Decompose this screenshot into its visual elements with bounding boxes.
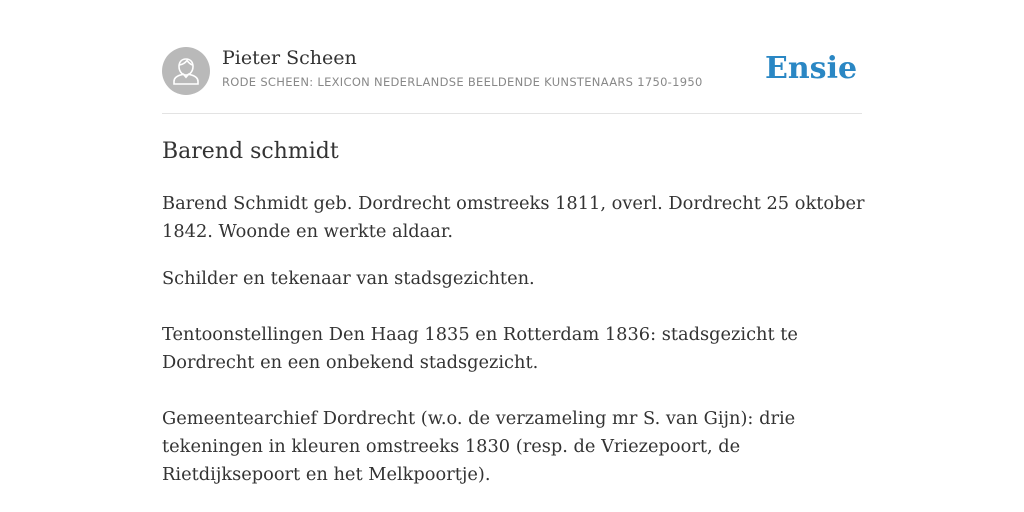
- source-title[interactable]: RODE SCHEEN: LEXICON NEDERLANDSE BEELDENDE KUNSTENAARS 1750-1950: [222, 75, 703, 89]
- entry-paragraph-1: Barend Schmidt geb. Dordrecht omstreeks 1811, overl. Dordrecht 25 oktober 1842. Woonde en werkte aldaar.: [162, 193, 865, 242]
- entry-title: Barend schmidt: [162, 139, 339, 164]
- user-silhouette-icon: [162, 47, 210, 95]
- author-name[interactable]: Pieter Scheen: [222, 47, 357, 69]
- entry-paragraph-3: Tentoonstellingen Den Haag 1835 en Rotterdam 1836: stadsgezicht te Dordrecht en een onbekend stadsgezicht.: [162, 324, 798, 373]
- article-header: [162, 46, 862, 96]
- entry-paragraph-2: Schilder en tekenaar van stadsgezichten.: [162, 268, 535, 289]
- article-page: [162, 0, 865, 512]
- header-divider: [162, 113, 862, 114]
- ensie-logo[interactable]: Ensie: [765, 51, 858, 86]
- entry-paragraph-4: Gemeentearchief Dordrecht (w.o. de verzameling mr S. van Gijn): drie tekeningen in kleuren omstreeks 1830 (resp. de Vriezepoort, de Rietdijksepoort en het Melkpoortje).: [162, 408, 796, 485]
- avatar[interactable]: [162, 47, 210, 95]
